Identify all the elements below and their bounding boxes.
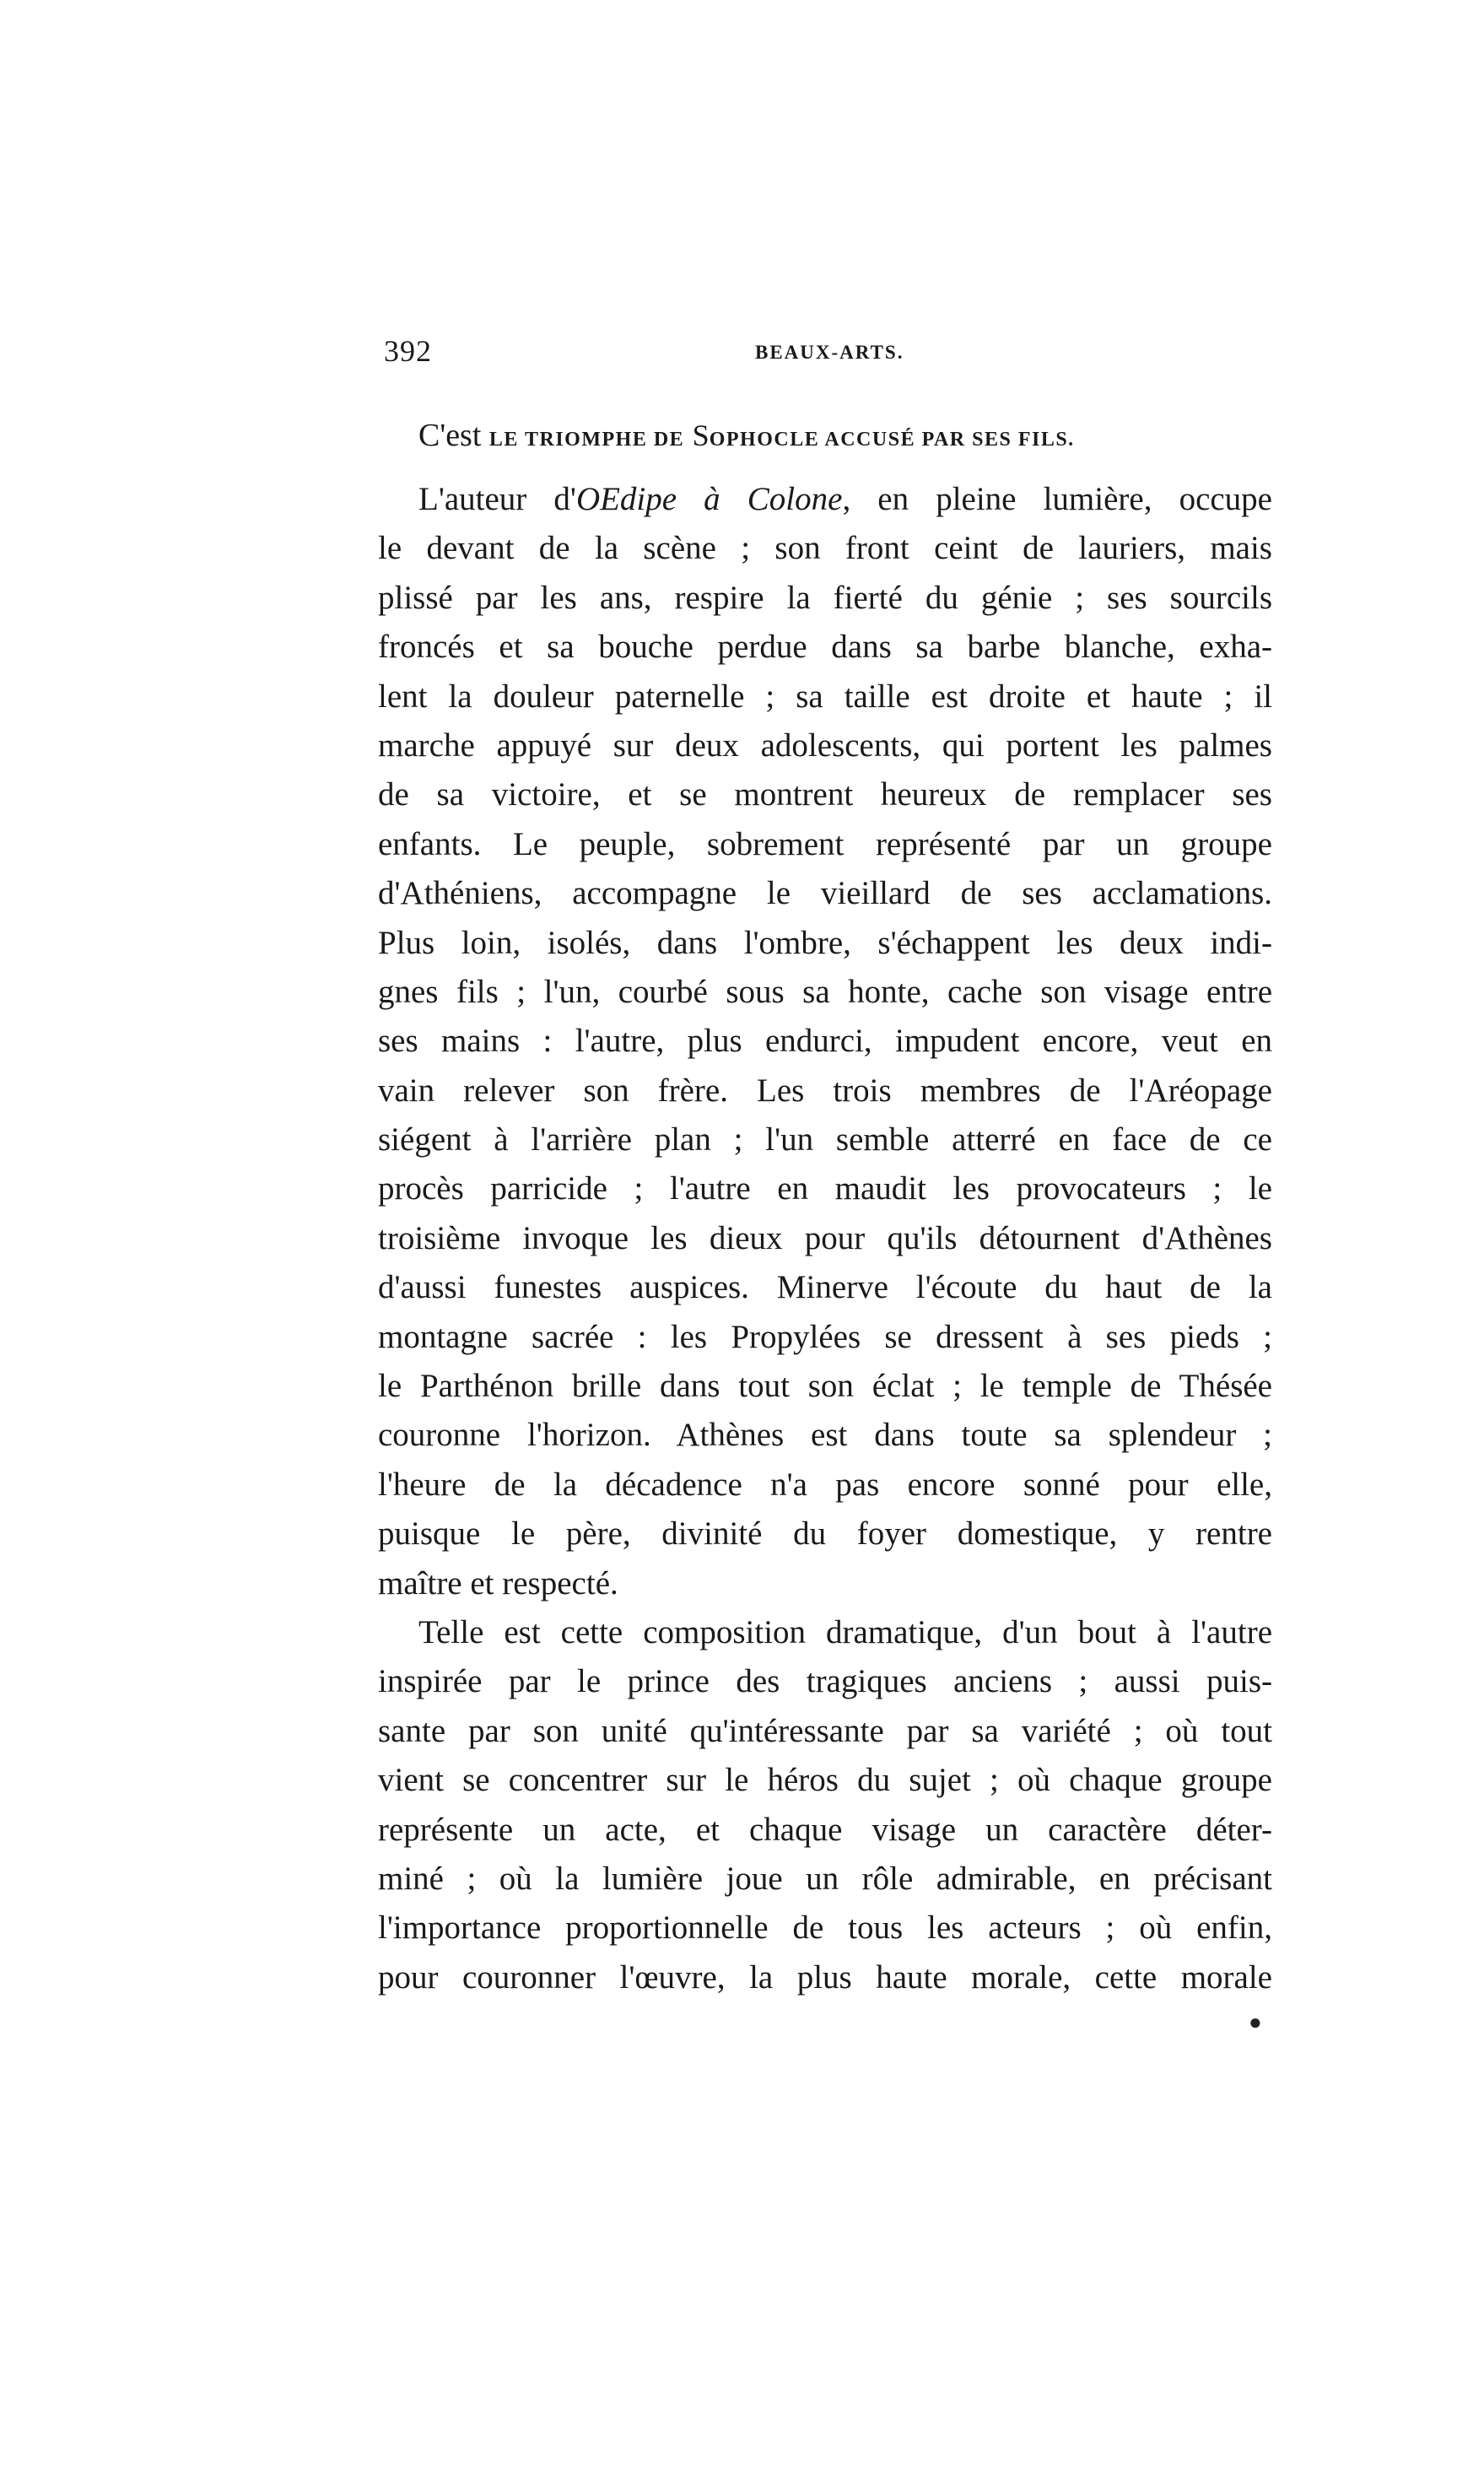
paragraph-line bbox=[378, 475, 1272, 524]
paragraph-line: inspirée par le prince des tragiques anciens ; aussi puis- bbox=[378, 1663, 1272, 1700]
paragraph-line: maître et respecté. bbox=[378, 1564, 618, 1601]
paragraph-line: sante par son unité qu'intéressante par sa variété ; où tout bbox=[378, 1712, 1272, 1749]
paragraph-line: montagne sacrée : les Propylées se dressent à ses pieds ; bbox=[378, 1318, 1272, 1355]
paragraph-line: ses mains : l'autre, plus endurci, impudent encore, veut en bbox=[378, 1023, 1272, 1060]
paragraph-line: le Parthénon brille dans tout son éclat ; le temple de Thésée bbox=[378, 1368, 1272, 1405]
paragraph-line: pour couronner l'œuvre, la plus haute morale, cette morale bbox=[378, 1958, 1272, 1996]
page-number: 392 bbox=[384, 334, 432, 368]
body-text bbox=[378, 411, 1272, 2002]
paragraph-line: de sa victoire, et se montrent heureux de remplacer ses bbox=[378, 776, 1272, 813]
work-title-italic: OEdipe à Colone bbox=[575, 481, 843, 517]
paragraph-line: vient se concentrer sur le héros du sujet ; où chaque groupe bbox=[378, 1762, 1272, 1799]
line-text: , en pleine lumière, occupe bbox=[842, 481, 1272, 517]
paragraph-line: l'heure de la décadence n'a pas encore sonné pour elle, bbox=[378, 1466, 1272, 1503]
paragraph-2 bbox=[378, 1608, 1272, 2002]
section-title: BEAUX-ARTS. bbox=[755, 342, 904, 363]
line-text: L'auteur d' bbox=[418, 481, 576, 517]
paragraph-line: siégent à l'arrière plan ; l'un semble atterré en face de ce bbox=[378, 1121, 1272, 1159]
paragraph-line: l'importance proportionnelle de tous les acteurs ; où enfin, bbox=[378, 1909, 1272, 1947]
subject-intro: C'est bbox=[418, 418, 482, 453]
paragraph-line: Telle est cette composition dramatique, d'un bout à l'autre bbox=[418, 1613, 1272, 1650]
paragraph-line: enfants. Le peuple, sobrement représenté par un groupe bbox=[378, 825, 1272, 862]
paragraph-line: représente un acte, et chaque visage un caractère déter- bbox=[378, 1811, 1272, 1848]
paragraph-line: vain relever son frère. Les trois membres de l'Aréopage bbox=[378, 1072, 1272, 1109]
subject-smallcaps-1: LE TRIOMPHE DE bbox=[488, 429, 685, 451]
paragraph-line: le devant de la scène ; son front ceint de lauriers, mais bbox=[378, 530, 1272, 567]
paragraph-line: couronne l'horizon. Athènes est dans toute sa splendeur ; bbox=[378, 1417, 1272, 1454]
paragraph-line: procès parricide ; l'autre en maudit les provocateurs ; le bbox=[378, 1170, 1272, 1207]
paragraph-line: gnes fils ; l'un, courbé sous sa honte, cache son visage entre bbox=[378, 973, 1272, 1010]
running-head bbox=[384, 333, 924, 375]
subject-capital: S bbox=[692, 419, 710, 452]
paragraph-1 bbox=[378, 475, 1272, 1608]
paragraph-line: Plus loin, isolés, dans l'ombre, s'échappent les deux indi- bbox=[378, 924, 1272, 961]
paragraph-line: miné ; où la lumière joue un rôle admirable, en précisant bbox=[378, 1860, 1272, 1897]
paragraph-line: puisque le père, divinité du foyer domestique, y rentre bbox=[378, 1515, 1272, 1553]
paragraph-line: d'Athéniens, accompagne le vieillard de ses acclamations. bbox=[378, 875, 1272, 912]
paragraph-line: lent la douleur paternelle ; sa taille est droite et haute ; il bbox=[378, 678, 1272, 715]
paragraph-line: froncés et sa bouche perdue dans sa barbe blanche, exha- bbox=[378, 629, 1272, 666]
subject-smallcaps-2: OPHOCLE ACCUSÉ PAR SES FILS. bbox=[709, 429, 1075, 451]
printer-mark-icon: ● bbox=[1249, 2010, 1262, 2034]
paragraph-line: troisième invoque les dieux pour qu'ils détournent d'Athènes bbox=[378, 1219, 1272, 1256]
paragraph-line: marche appuyé sur deux adolescents, qui portent les palmes bbox=[378, 726, 1272, 764]
paragraph-line: plissé par les ans, respire la fierté du génie ; ses sourcils bbox=[378, 579, 1272, 616]
subject-line bbox=[418, 411, 1272, 460]
paragraph-line: d'aussi funestes auspices. Minerve l'écoute du haut de la bbox=[378, 1269, 1272, 1306]
